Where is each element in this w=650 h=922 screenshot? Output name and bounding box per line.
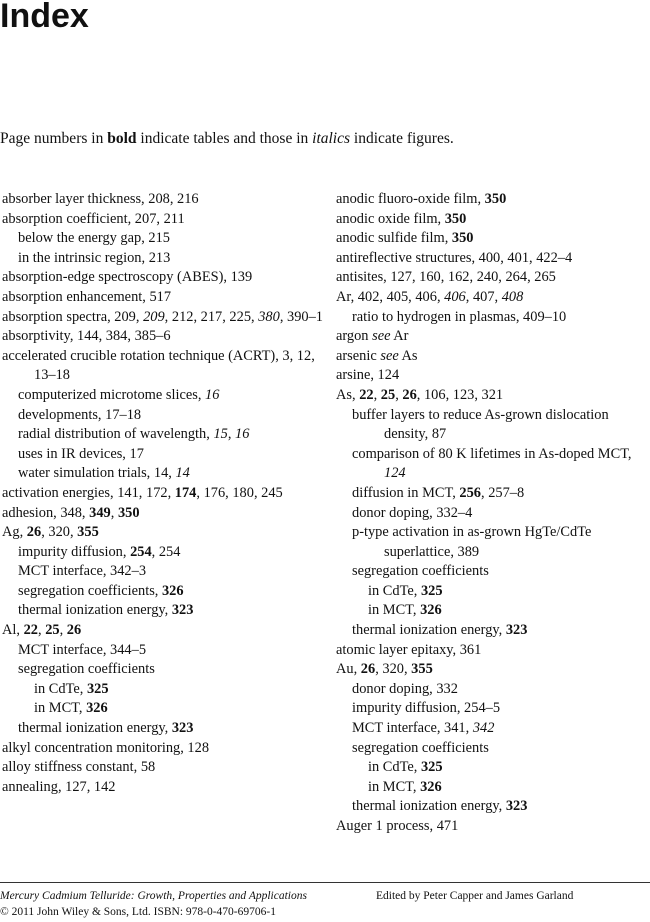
index-note bbox=[0, 128, 454, 150]
page-ref-table: 325 bbox=[420, 582, 443, 599]
index-subentry bbox=[336, 601, 648, 621]
index-subentry bbox=[336, 504, 648, 524]
entry-text: absorption-edge spectroscopy (ABES), 139 bbox=[2, 269, 253, 286]
entry-text: Page numbers in bbox=[0, 130, 108, 147]
entry-text: in MCT, bbox=[34, 700, 87, 717]
entry-text: in CdTe, bbox=[368, 759, 421, 776]
index-subentry bbox=[2, 445, 324, 465]
entry-text: Ag, bbox=[2, 524, 27, 541]
entry-text: in CdTe, bbox=[34, 680, 87, 697]
entry-text: arsine, 124 bbox=[336, 367, 400, 384]
entry-text: MCT interface, 341, bbox=[352, 720, 473, 737]
page-ref-figure: see bbox=[380, 347, 399, 364]
index-subentry bbox=[2, 543, 324, 563]
entry-text: , 390–1 bbox=[279, 308, 323, 325]
page-ref-figure: 342 bbox=[472, 720, 495, 737]
entry-text: ratio to hydrogen in plasmas, 409–10 bbox=[352, 308, 567, 325]
index-entry bbox=[336, 817, 648, 837]
page-ref-table: 326 bbox=[420, 602, 442, 619]
entry-text: absorption coefficient, 207, 211 bbox=[2, 210, 185, 227]
entry-text: in the intrinsic region, 213 bbox=[18, 249, 171, 266]
page-ref-figure: 406 bbox=[444, 288, 466, 305]
entry-text: segregation coefficients bbox=[18, 661, 155, 678]
entry-text: thermal ionization energy, bbox=[352, 622, 506, 639]
entry-text: segregation coefficients bbox=[352, 563, 489, 580]
entry-text: Au, bbox=[336, 661, 361, 678]
page-ref-table: 323 bbox=[505, 798, 528, 815]
index-entry bbox=[2, 523, 324, 543]
entry-text: antireflective structures, 400, 401, 422–4 bbox=[336, 249, 573, 266]
index-entry bbox=[336, 660, 648, 680]
page-ref-figure: 380 bbox=[258, 308, 280, 325]
index-subentry bbox=[2, 425, 324, 445]
index-entry bbox=[336, 641, 648, 661]
page-footer bbox=[0, 888, 574, 920]
entry-text: water simulation trials, 14, bbox=[18, 465, 176, 482]
page-ref-table: 26 bbox=[26, 524, 42, 541]
entry-text: , 320, bbox=[41, 524, 78, 541]
entry-text: thermal ionization energy, bbox=[352, 798, 506, 815]
entry-text: arsenic bbox=[336, 347, 381, 364]
index-subentry bbox=[2, 582, 324, 602]
index-entry bbox=[2, 190, 324, 210]
index-entry bbox=[2, 288, 324, 308]
entry-text: absorptivity, 144, 384, 385–6 bbox=[2, 328, 171, 345]
page-ref-figure: 408 bbox=[501, 288, 524, 305]
entry-text: annealing, 127, 142 bbox=[2, 778, 116, 795]
page-ref-table: 323 bbox=[171, 720, 194, 737]
footer-rule bbox=[0, 882, 650, 883]
index-entry bbox=[336, 190, 648, 210]
index-subentry bbox=[2, 699, 324, 719]
index-subentry bbox=[2, 562, 324, 582]
entry-text: absorber layer thickness, 208, 216 bbox=[2, 191, 199, 207]
page-ref-table: 26 bbox=[66, 622, 82, 639]
page-ref-figure: 16 bbox=[205, 386, 220, 403]
entry-text: thermal ionization energy, bbox=[18, 602, 172, 619]
entry-text: in MCT, bbox=[368, 602, 421, 619]
entry-text: , bbox=[395, 386, 403, 403]
entry-text: atomic layer epitaxy, 361 bbox=[336, 641, 482, 658]
entry-text: radial distribution of wavelength, bbox=[18, 426, 214, 443]
index-subentry bbox=[2, 719, 324, 739]
entry-text: impurity diffusion, bbox=[18, 543, 131, 560]
page-ref-table: 323 bbox=[171, 602, 194, 619]
page-ref-figure: italics bbox=[312, 130, 351, 147]
page-ref-figure: 209 bbox=[143, 308, 165, 325]
page-ref-table: 25 bbox=[380, 386, 396, 403]
entry-text: , 254 bbox=[151, 543, 181, 560]
entry-text: in CdTe, bbox=[368, 582, 421, 599]
page-ref-table: 350 bbox=[117, 504, 140, 521]
entry-text: argon bbox=[336, 328, 373, 345]
page-ref-table: 323 bbox=[505, 622, 528, 639]
entry-text: antisites, 127, 160, 162, 240, 264, 265 bbox=[336, 269, 556, 286]
entry-text: donor doping, 332–4 bbox=[352, 504, 473, 521]
entry-text: As bbox=[398, 347, 418, 364]
index-entry bbox=[2, 347, 324, 386]
book-title: Mercury Cadmium Telluride: Growth, Properties and Applications bbox=[0, 890, 307, 902]
entry-text: donor doping, 332 bbox=[352, 680, 458, 697]
index-column-right bbox=[336, 190, 648, 837]
entry-text: , bbox=[59, 622, 67, 639]
page-ref-table: 325 bbox=[86, 680, 109, 697]
index-subentry bbox=[336, 699, 648, 719]
index-entry bbox=[336, 268, 648, 288]
index-subentry bbox=[336, 778, 648, 798]
entry-text: thermal ionization energy, bbox=[18, 720, 172, 737]
page-ref-figure: 124 bbox=[384, 465, 406, 482]
book-editors: Edited by Peter Capper and James Garland bbox=[376, 890, 574, 902]
index-subentry bbox=[336, 308, 648, 328]
entry-text: , bbox=[227, 426, 236, 443]
entry-text: segregation coefficients, bbox=[18, 582, 162, 599]
index-subentry bbox=[2, 386, 324, 406]
page-ref-table: 256 bbox=[459, 484, 481, 501]
entry-text: MCT interface, 344–5 bbox=[18, 641, 147, 658]
index-entry bbox=[336, 229, 648, 249]
entry-text: in MCT, bbox=[368, 778, 421, 795]
page-ref-table: 254 bbox=[130, 543, 152, 560]
page-ref-table: 22 bbox=[23, 622, 38, 639]
index-subentry bbox=[2, 406, 324, 426]
index-entry bbox=[336, 366, 648, 386]
index-subentry bbox=[336, 680, 648, 700]
entry-text: developments, 17–18 bbox=[18, 406, 142, 423]
index-column-left bbox=[2, 190, 324, 797]
entry-text: below the energy gap, 215 bbox=[18, 230, 170, 247]
index-entry bbox=[2, 621, 324, 641]
index-subentry bbox=[336, 562, 648, 582]
index-entry bbox=[336, 327, 648, 347]
entry-text: , bbox=[37, 622, 46, 639]
page-ref-table: 326 bbox=[161, 582, 184, 599]
page-ref-table: 349 bbox=[89, 504, 111, 521]
entry-text: alkyl concentration monitoring, 128 bbox=[2, 739, 210, 756]
page-ref-table: 350 bbox=[451, 230, 474, 247]
entry-text: , 212, 217, 225, bbox=[164, 308, 259, 325]
index-subentry bbox=[336, 484, 648, 504]
index-subentry bbox=[336, 582, 648, 602]
index-entry bbox=[2, 327, 324, 347]
index-subentry bbox=[336, 758, 648, 778]
index-entry bbox=[2, 484, 324, 504]
entry-text: impurity diffusion, 254–5 bbox=[352, 700, 501, 717]
page-ref-table: 174 bbox=[174, 484, 197, 501]
entry-text: buffer layers to reduce As-grown dislocation density, 87 bbox=[352, 406, 609, 443]
entry-text: As, bbox=[336, 386, 360, 403]
entry-text: diffusion in MCT, bbox=[352, 484, 460, 501]
index-subentry bbox=[2, 601, 324, 621]
page-ref-table: 326 bbox=[420, 778, 442, 795]
page-ref-table: 26 bbox=[402, 386, 417, 403]
index-entry bbox=[2, 778, 324, 798]
index-entry bbox=[336, 210, 648, 230]
index-subentry bbox=[336, 621, 648, 641]
entry-text: computerized microtome slices, bbox=[18, 386, 206, 403]
page-ref-table: bold bbox=[107, 130, 137, 147]
index-entry bbox=[336, 288, 648, 308]
index-subentry bbox=[336, 797, 648, 817]
entry-text: Auger 1 process, 471 bbox=[336, 818, 459, 834]
page-title: Index bbox=[0, 0, 89, 35]
page-ref-table: 355 bbox=[77, 524, 99, 541]
page-ref-table: 325 bbox=[420, 759, 443, 776]
page-ref-figure: 16 bbox=[235, 426, 250, 443]
entry-text: uses in IR devices, 17 bbox=[18, 445, 144, 462]
index-subentry bbox=[336, 523, 648, 562]
index-entry bbox=[2, 308, 324, 328]
entry-text: anodic sulfide film, bbox=[336, 230, 452, 247]
page-ref-figure: 14 bbox=[175, 465, 190, 482]
page-ref-table: 350 bbox=[444, 210, 467, 227]
page-ref-table: 355 bbox=[411, 661, 433, 678]
entry-text: Ar, 402, 405, 406, bbox=[336, 288, 445, 305]
page-ref-table: 22 bbox=[359, 386, 374, 403]
entry-text: absorption spectra, 209, bbox=[2, 308, 144, 325]
entry-text: , 320, bbox=[375, 661, 412, 678]
entry-text: , 176, 180, 245 bbox=[196, 484, 283, 501]
page-ref-table: 25 bbox=[45, 622, 60, 639]
entry-text: alloy stiffness constant, 58 bbox=[2, 759, 156, 776]
index-subentry bbox=[336, 445, 648, 484]
index-entry bbox=[2, 758, 324, 778]
index-entry bbox=[2, 268, 324, 288]
copyright-line: © 2011 John Wiley & Sons, Ltd. ISBN: 978-0-470-69706-1 bbox=[0, 906, 276, 918]
index-subentry bbox=[2, 229, 324, 249]
entry-text: indicate figures. bbox=[350, 130, 454, 147]
index-subentry bbox=[2, 249, 324, 269]
entry-text: , bbox=[110, 504, 118, 521]
entry-text: accelerated crucible rotation technique (ACRT), 3, 12, 13–18 bbox=[2, 347, 315, 384]
entry-text: p-type activation in as-grown HgTe/CdTe superlattice, 389 bbox=[352, 524, 592, 560]
index-subentry bbox=[336, 719, 648, 739]
index-entry bbox=[336, 386, 648, 406]
index-subentry bbox=[336, 406, 648, 445]
entry-text: indicate tables and those in bbox=[136, 130, 313, 147]
index-subentry bbox=[2, 641, 324, 661]
entry-text: MCT interface, 342–3 bbox=[18, 563, 147, 580]
entry-text: , 257–8 bbox=[481, 484, 525, 501]
index-subentry bbox=[2, 464, 324, 484]
entry-text: , bbox=[373, 386, 381, 403]
entry-text: activation energies, 141, 172, bbox=[2, 484, 175, 501]
index-subentry bbox=[336, 739, 648, 759]
index-entry bbox=[2, 739, 324, 759]
index-subentry bbox=[2, 680, 324, 700]
entry-text: Al, bbox=[2, 622, 24, 639]
index-entry bbox=[2, 504, 324, 524]
entry-text: Ar bbox=[390, 328, 409, 345]
index-subentry bbox=[2, 660, 324, 680]
entry-text: absorption enhancement, 517 bbox=[2, 288, 172, 305]
index-entry bbox=[336, 347, 648, 367]
entry-text: , 106, 123, 321 bbox=[416, 386, 504, 403]
index-entry bbox=[336, 249, 648, 269]
entry-text: , 407, bbox=[465, 288, 502, 305]
entry-text: segregation coefficients bbox=[352, 739, 489, 756]
page-ref-table: 326 bbox=[86, 700, 108, 717]
entry-text: comparison of 80 K lifetimes in As-doped MCT, bbox=[352, 445, 632, 462]
index-entry bbox=[2, 210, 324, 230]
page-ref-figure: see bbox=[372, 328, 391, 345]
entry-text: adhesion, 348, bbox=[2, 504, 90, 521]
page-ref-table: 350 bbox=[484, 191, 507, 207]
entry-text: anodic oxide film, bbox=[336, 210, 445, 227]
page-ref-table: 26 bbox=[360, 661, 376, 678]
page-ref-figure: 15 bbox=[213, 426, 228, 443]
entry-text: anodic fluoro-oxide film, bbox=[336, 191, 485, 207]
